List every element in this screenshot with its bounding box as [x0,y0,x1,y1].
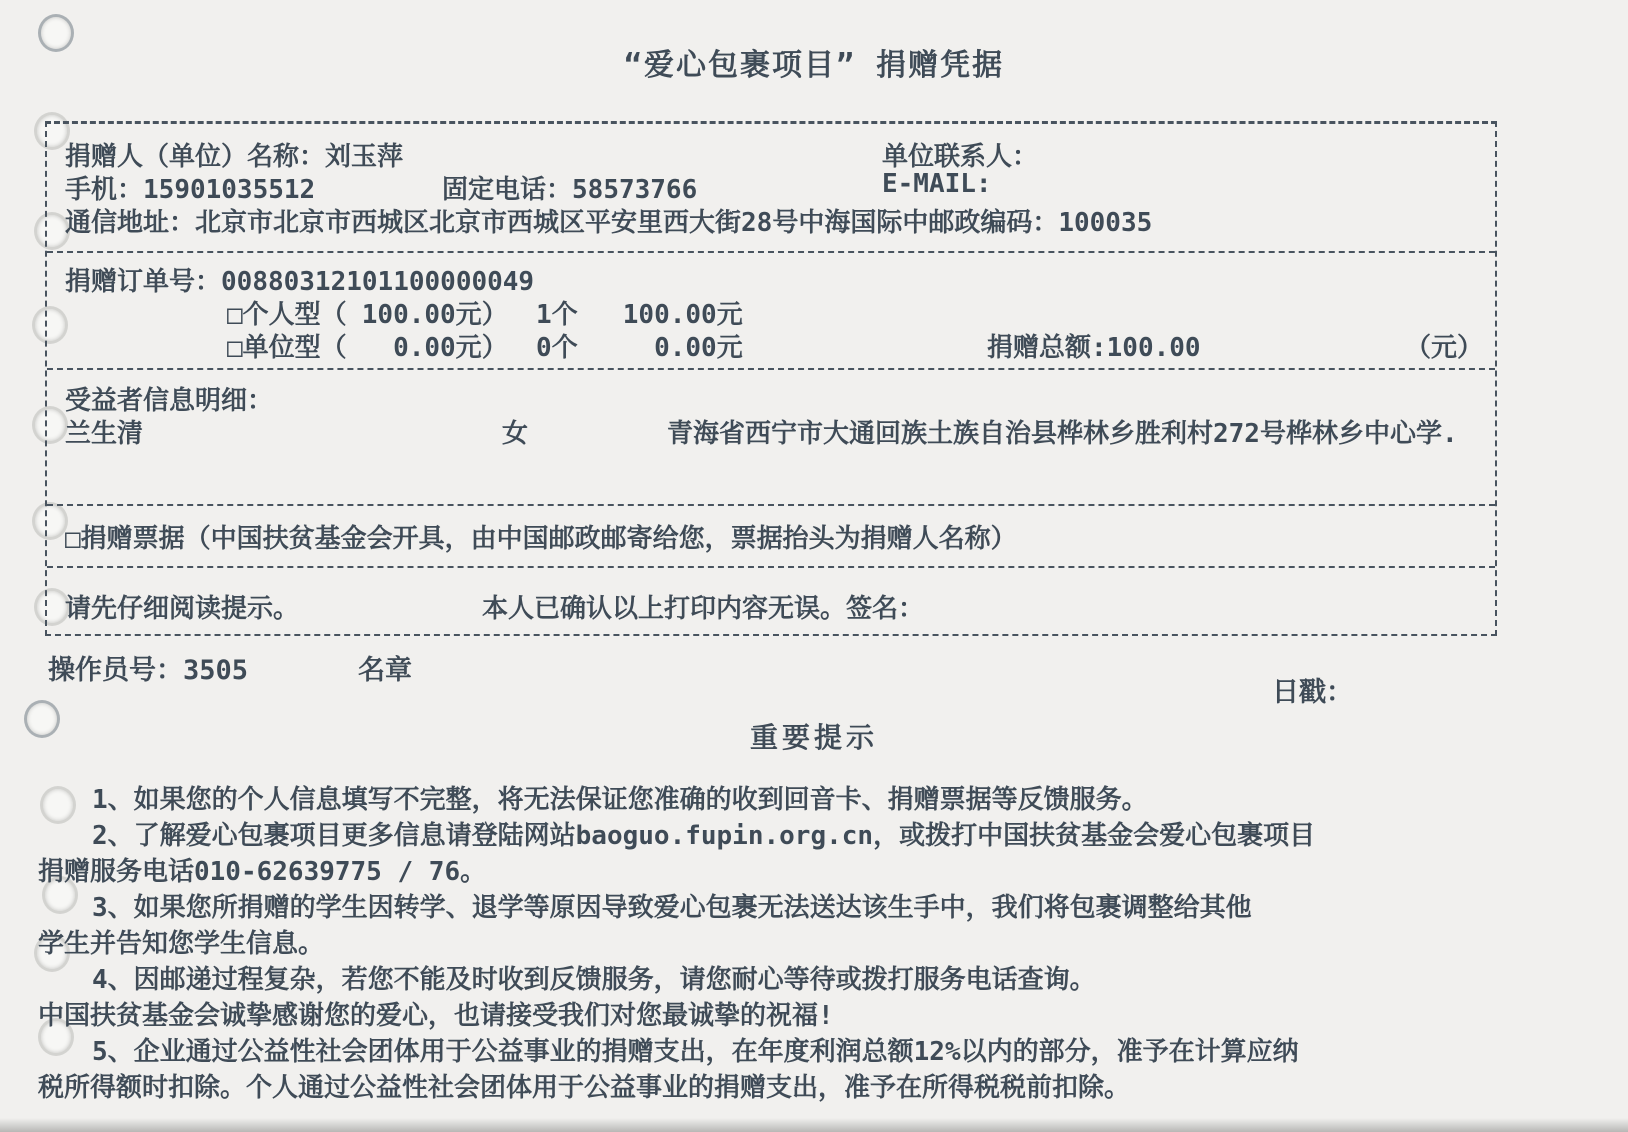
notice-item-3: 3、如果您所捐赠的学生因转学、退学等原因导致爱心包裹无法送达该生手中，我们将包裹调整给其他 [92,893,1252,923]
order-count: 0个 [536,333,578,363]
page-title: “爱心包裹项目” 捐赠凭据 [623,48,1005,83]
checkbox-unit-icon: □ [227,333,243,363]
order-count: 1个 [536,300,578,330]
beneficiary-row [47,413,1495,449]
checkbox-personal-icon: □ [227,300,243,330]
beneficiary-name: 兰生清 [65,419,144,449]
mobile-label: 手机： [65,175,144,205]
tel-label: 固定电话： [442,175,573,205]
receipt-option-line [47,518,1495,555]
confirmation-section [47,568,1495,634]
notice-item-3-cont: 学生并告知您学生信息。 [38,929,325,959]
email-label: E-MAIL: [882,169,992,199]
donor-name-label: 捐赠人（单位）名称： [65,142,326,172]
checkbox-receipt-icon: □ [65,524,81,554]
donor-name-line [47,136,1495,172]
order-unit-price: 100.00元 [361,300,482,330]
operator-value: 3505 [183,655,249,686]
notice-item-2: 2、了解爱心包裹项目更多信息请登陆网站baoguo.fupin.org.cn，或拨打中国扶贫基金会爱心包裹项目 [92,821,1316,851]
total-value: 100.00 [1106,333,1201,363]
order-number-line [47,261,1495,297]
notice-heading: 重要提示 [749,721,878,754]
paren: （ [320,333,347,363]
order-type-label: 个人型 [242,300,321,330]
paren: （ [320,300,347,330]
beneficiary-header-line [47,380,1495,416]
address-label: 通信地址： [65,208,196,238]
donor-name-value: 刘玉萍 [325,142,404,172]
order-total [987,327,1201,364]
paren: ） [481,333,508,363]
donor-tel [442,169,697,206]
seal-label: 名章 [358,655,413,686]
postcode-label: 邮政编码： [928,208,1059,238]
order-type-label: 单位型 [242,333,321,363]
order-section [47,253,1495,370]
tel-value: 58573766 [572,175,698,205]
receipt-option-section [47,506,1495,568]
order-row-personal [47,294,1495,330]
donor-section [47,124,1495,253]
total-unit-label: （元） [1404,333,1483,363]
notice-item-2-cont: 捐赠服务电话010-62639775 / 76。 [38,857,487,887]
beneficiary-section [47,370,1495,506]
notice-body [38,782,1593,1106]
order-no-label: 捐赠订单号： [65,267,222,297]
donor-name [65,136,403,173]
beneficiary-gender: 女 [502,419,529,449]
donor-phone-line [47,169,1495,205]
beneficiary-address: 青海省西宁市大通回族土族自治县桦林乡胜利村272号桦林乡中心学. [667,419,1458,449]
operator-label: 操作员号： [48,655,183,686]
order-amount: 100.00元 [622,300,743,330]
read-prompt: 请先仔细阅读提示。 [65,594,300,624]
notice-item-5-cont: 税所得额时扣除。个人通过公益性社会团体用于公益事业的捐赠支出，准予在所得税税前扣除。 [38,1073,1131,1103]
receipt-main-box [45,121,1497,636]
confirm-signature-text: 本人已确认以上打印内容无误。签名： [482,594,925,624]
date-stamp-label: 日戳： [1272,677,1353,708]
notice-item-5: 5、企业通过公益性社会团体用于公益事业的捐赠支出，在年度利润总额12%以内的部分，准予在计算应纳 [92,1037,1299,1067]
order-unit-price: 0.00元 [393,333,482,363]
receipt-option-text: 捐赠票据（中国扶贫基金会开具，由中国邮政邮寄给您，票据抬头为捐赠人名称） [80,524,1017,554]
notice-item-4: 4、因邮递过程复杂，若您不能及时收到反馈服务，请您耐心等待或拨打服务电话查询。 [92,965,1096,995]
order-amount: 0.00元 [654,333,743,363]
notice-item-4-cont: 中国扶贫基金会诚挚感谢您的爱心，也请接受我们对您最诚挚的祝福! [38,1001,834,1031]
beneficiary-section-label: 受益者信息明细： [65,386,274,416]
total-label: 捐赠总额: [987,333,1107,363]
donor-mobile [65,169,315,206]
paren: ） [481,300,508,330]
mobile-value: 15901035512 [143,175,316,205]
unit-contact-label: 单位联系人： [882,142,1039,172]
order-row-unit [47,327,1495,363]
donor-address-line [47,202,1495,238]
operator-row [48,648,412,687]
address-value: 北京市北京市西城区北京市西城区平安里西大街28号中海国际中 [195,208,929,238]
notice-item-1: 1、如果您的个人信息填写不完整，将无法保证您准确的收到回音卡、捐赠票据等反馈服务。 [92,785,1148,815]
postcode-value: 100035 [1058,208,1153,238]
order-no-value: 00880312101100000049 [221,267,535,297]
